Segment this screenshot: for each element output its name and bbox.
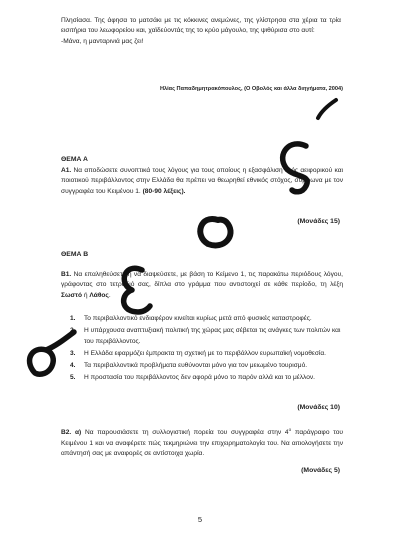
theme-a-heading: ΘΕΜΑ Α [61, 156, 88, 163]
statement-number: 2. [70, 327, 76, 335]
question-b2-label: Β2. α) [61, 429, 82, 437]
word-true: Σωστό [61, 291, 83, 299]
word-or: ή [83, 291, 88, 299]
question-b1-text: Να επαληθεύσετε ή να διαψεύσετε, με βάση το Κείμενο 1, τις παρακάτω περιόδους λόγου, γράφοντας στο τετράδιό σας, δίπλα στο γράμμα που αντιστοιχεί σε κάθε περίοδο, τη λέξη [61, 271, 344, 289]
intro-quote: -Μάνα, η μανταρινιά μας ζει! [61, 37, 144, 45]
question-b2-marks: (Μονάδες 5) [301, 467, 340, 474]
intro-paragraph [61, 16, 341, 47]
question-a1-word-limit: (80-90 λέξεις). [142, 187, 186, 195]
intro-text: Πλησίασα. Της άφησα το ματσάκι με τις κόκκινες ανεμώνες, της γλίστρησα στα χέρια τα τρία εισιτήρια του λεωφορείου και, χαϊδεύοντάς της το κρύο μάγουλο, της ψιθύρισα στο αυτί: [61, 17, 341, 35]
statement-number: 4. [70, 361, 76, 369]
statement-text: Το περιβαλλοντικό ενδιαφέρον κινείται κυρίως μετά από φυσικές καταστροφές. [84, 315, 312, 322]
question-b2 [61, 425, 343, 459]
question-b1-label: Β1. [61, 271, 72, 278]
question-a1-label: Α1. [61, 167, 72, 174]
question-b1-marks: (Μονάδες 10) [297, 404, 340, 411]
question-b2-superscript: ο [288, 427, 292, 432]
question-b2-text-2: παράγραφο του Κειμένου 1 και να αναφέρετε πώς τεκμηριώνει την επιχειρηματολογία του. Να αιτιολογήσετε την απάντησή σας με αναφορές σε αντίστοιχα χωρία. [61, 429, 344, 457]
statement-number: 5. [70, 373, 76, 381]
statement-number: 1. [70, 315, 76, 322]
question-b2-text-1: Να παρουσιάσετε τη συλλογιστική πορεία του συγγραφέα στην 4 [84, 429, 289, 437]
list-item [70, 361, 342, 372]
theme-b-heading: ΘΕΜΑ Β [61, 251, 89, 258]
question-b1: Β1. Να επαληθεύσετε ή να διαψεύσετε, με βάση το Κείμενο 1, τις παρακάτω περιόδους λόγου, γράφοντας στο τετράδιό σας, δίπλα στο γράμμα που αντιστοιχεί σε κάθε περίοδο, τη λέξη Σωστό ή Λάθος. [61, 271, 344, 299]
theme-a-marks: (Μονάδες 15) [297, 218, 340, 225]
statement-text: Η προστασία του περιβάλλοντος δεν αφορά μόνο το παρόν αλλά και το μέλλον. [84, 373, 315, 381]
question-a1 [61, 166, 343, 197]
list-item [70, 349, 342, 360]
list-item [70, 373, 342, 384]
question-a1-text: Να αποδώσετε συνοπτικά τους λόγους για τους οποίους η εξασφάλιση ενός αειφορικού και ποιοτικού περιβάλλοντος στην Ελλάδα θα πρέπει να θεωρηθεί εθνικός στόχος, σύμφωνα με τον συγγραφέα του Κειμένου 1. [61, 167, 343, 195]
statement-list [70, 314, 342, 385]
statement-number: 3. [70, 349, 76, 357]
list-item [70, 326, 342, 347]
statement-text: Η Ελλάδα εφαρμόζει έμπρακτα τη σχετική με το περιβάλλον ευρωπαϊκή νομοθεσία. [84, 349, 327, 357]
statement-text: Η υπάρχουσα αναπτυξιακή πολιτική της χώρας μας σέβεται τις ανάγκες των πολιτών και του περιβάλλοντος. [84, 327, 341, 345]
list-item [70, 314, 342, 325]
page-number: 5 [197, 515, 203, 524]
statement-text: Τα περιβαλλοντικά προβλήματα ευθύνονται μόνο για τον μειωμένο τουρισμό. [84, 361, 308, 369]
word-false: Λάθος [89, 291, 109, 299]
source-credit: Ηλίας Παπαδημητρακόπουλος, (Ο Οβολός και άλλα διηγήματα, 2004) [159, 86, 343, 92]
